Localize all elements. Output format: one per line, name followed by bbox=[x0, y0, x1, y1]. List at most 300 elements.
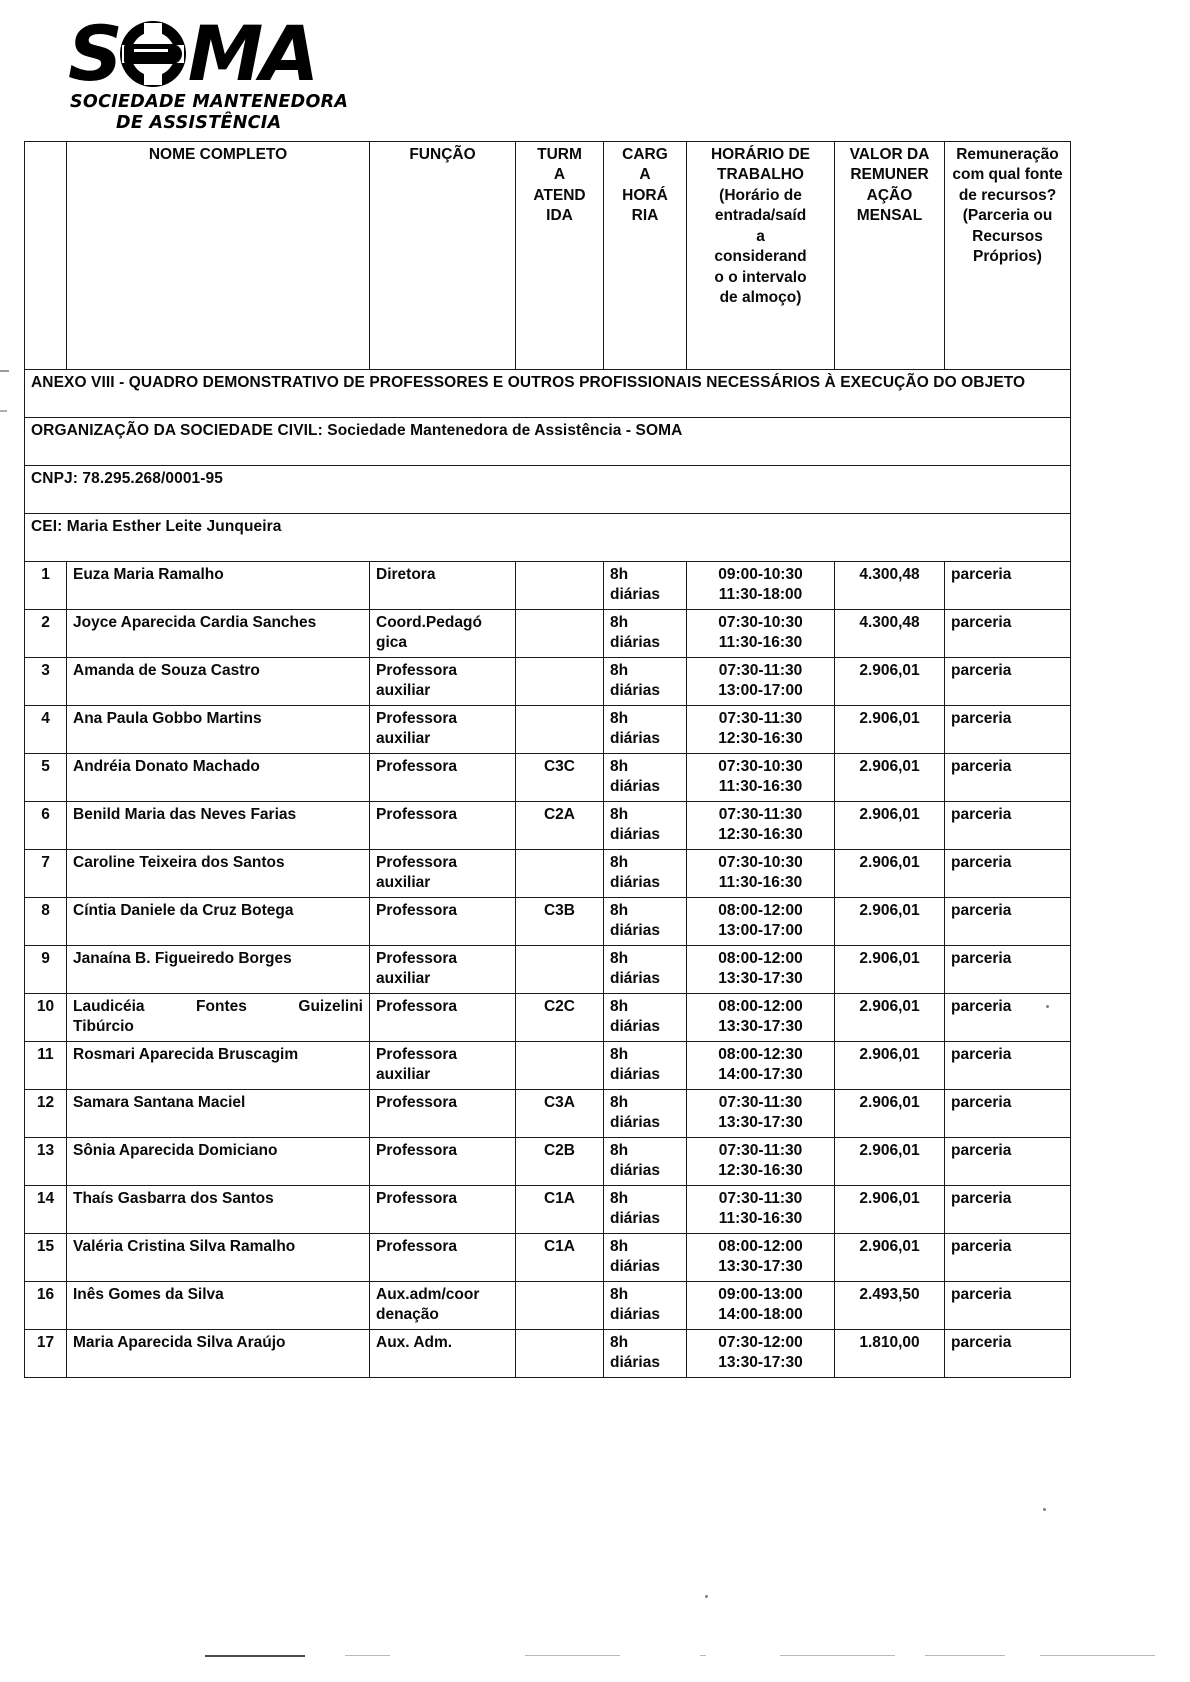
row-remuneracao-line-1: parceria bbox=[951, 854, 1012, 871]
row-horario-line-1: 07:30-11:30 bbox=[718, 710, 803, 727]
scan-artifact bbox=[0, 370, 9, 372]
row-turma bbox=[516, 1042, 604, 1090]
col-header-nome: NOME COMPLETO bbox=[67, 142, 370, 370]
row-remuneracao bbox=[945, 898, 1071, 946]
row-horario-line-1: 08:00-12:00 bbox=[718, 950, 803, 967]
scan-speck bbox=[1046, 1005, 1049, 1008]
logo-subtitle-line1: SOCIEDADE MANTENEDORA bbox=[70, 92, 349, 112]
row-index-line-1: 15 bbox=[36, 1238, 55, 1255]
row-index bbox=[25, 1282, 67, 1330]
row-nome-line-1: Samara Santana Maciel bbox=[73, 1094, 246, 1111]
row-index-line-1: 1 bbox=[41, 566, 50, 583]
row-horario-line-1: 07:30-10:30 bbox=[718, 758, 803, 775]
row-funcao bbox=[370, 1282, 516, 1330]
row-nome-line-1: Sônia Aparecida Domiciano bbox=[73, 1142, 278, 1159]
row-index bbox=[25, 802, 67, 850]
row-horario bbox=[687, 610, 835, 658]
row-index-line-1: 7 bbox=[41, 854, 50, 871]
row-nome-line-1: Laudicéia Fontes Guizelini bbox=[73, 998, 363, 1015]
row-nome bbox=[67, 994, 370, 1042]
row-funcao-line-1: Professora bbox=[376, 1142, 457, 1159]
row-carga-horaria-line-1: 8h bbox=[610, 854, 629, 871]
row-horario-line-1: 07:30-11:30 bbox=[718, 1190, 803, 1207]
soma-logo bbox=[68, 9, 368, 133]
row-valor bbox=[835, 1186, 945, 1234]
row-remuneracao-line-1: parceria bbox=[951, 1046, 1012, 1063]
row-carga-horaria bbox=[604, 946, 687, 994]
row-carga-horaria bbox=[604, 1234, 687, 1282]
row-remuneracao bbox=[945, 1330, 1071, 1378]
row-turma-line-1: C3A bbox=[543, 1094, 575, 1111]
table-row bbox=[25, 1138, 1071, 1186]
table-row bbox=[25, 610, 1071, 658]
row-turma bbox=[516, 1282, 604, 1330]
row-turma bbox=[516, 946, 604, 994]
row-turma bbox=[516, 1090, 604, 1138]
col-header-valor bbox=[835, 142, 945, 370]
row-carga-horaria-line-1: 8h bbox=[610, 1142, 629, 1159]
row-remuneracao-line-1: parceria bbox=[951, 806, 1012, 823]
row-index bbox=[25, 562, 67, 610]
row-valor bbox=[835, 898, 945, 946]
row-horario bbox=[687, 1186, 835, 1234]
row-horario bbox=[687, 658, 835, 706]
row-valor-line-1: 2.906,01 bbox=[859, 1190, 920, 1207]
row-remuneracao-line-1: parceria bbox=[951, 1238, 1012, 1255]
row-funcao bbox=[370, 706, 516, 754]
logo-letters-ma: MA bbox=[187, 9, 317, 98]
scan-artifact bbox=[205, 1655, 305, 1657]
row-nome bbox=[67, 754, 370, 802]
row-index bbox=[25, 1042, 67, 1090]
valor-line-1: VALOR DA bbox=[849, 146, 930, 163]
scan-artifact bbox=[345, 1655, 390, 1656]
row-index bbox=[25, 706, 67, 754]
row-horario-line-2: 13:00-17:00 bbox=[718, 922, 803, 940]
row-remuneracao-line-1: parceria bbox=[951, 1286, 1012, 1303]
row-carga-horaria-line-2: diárias bbox=[610, 970, 660, 988]
row-nome bbox=[67, 898, 370, 946]
col-header-funcao: FUNÇÃO bbox=[370, 142, 516, 370]
row-index bbox=[25, 1234, 67, 1282]
row-carga-horaria-line-2: diárias bbox=[610, 1306, 660, 1324]
row-index-line-1: 9 bbox=[41, 950, 50, 967]
row-valor bbox=[835, 1330, 945, 1378]
row-carga-horaria-line-1: 8h bbox=[610, 1190, 629, 1207]
row-horario bbox=[687, 1042, 835, 1090]
row-carga-horaria-line-2: diárias bbox=[610, 1354, 660, 1372]
horario-line-7: o o intervalo bbox=[714, 268, 807, 286]
row-funcao-line-1: Professora bbox=[376, 854, 457, 871]
row-carga-horaria bbox=[604, 1282, 687, 1330]
row-valor bbox=[835, 562, 945, 610]
row-horario-line-2: 11:30-18:00 bbox=[718, 586, 803, 604]
row-horario-line-2: 13:30-17:30 bbox=[718, 1258, 803, 1276]
row-valor-line-1: 4.300,48 bbox=[859, 614, 920, 631]
row-remuneracao bbox=[945, 1042, 1071, 1090]
row-carga-horaria-line-1: 8h bbox=[610, 1046, 629, 1063]
row-carga-horaria-line-1: 8h bbox=[610, 1334, 629, 1351]
row-carga-horaria-line-2: diárias bbox=[610, 1066, 660, 1084]
row-valor-line-1: 2.906,01 bbox=[859, 1046, 920, 1063]
row-horario-line-1: 07:30-11:30 bbox=[718, 1142, 803, 1159]
table-row bbox=[25, 754, 1071, 802]
row-horario bbox=[687, 994, 835, 1042]
table-row bbox=[25, 1042, 1071, 1090]
row-valor bbox=[835, 706, 945, 754]
row-carga-horaria-line-2: diárias bbox=[610, 1258, 660, 1276]
row-funcao-line-1: Professora bbox=[376, 710, 457, 727]
row-horario bbox=[687, 850, 835, 898]
row-funcao bbox=[370, 658, 516, 706]
row-nome bbox=[67, 1330, 370, 1378]
row-turma bbox=[516, 754, 604, 802]
row-turma bbox=[516, 562, 604, 610]
row-funcao-line-1: Professora bbox=[376, 1094, 457, 1111]
row-index bbox=[25, 1090, 67, 1138]
row-valor-line-1: 2.906,01 bbox=[859, 710, 920, 727]
row-horario-line-2: 11:30-16:30 bbox=[718, 1210, 803, 1228]
row-horario-line-1: 07:30-11:30 bbox=[718, 662, 803, 679]
row-horario-line-1: 08:00-12:00 bbox=[718, 998, 803, 1015]
row-turma-line-1: C1A bbox=[543, 1238, 575, 1255]
row-carga-horaria-line-1: 8h bbox=[610, 1094, 629, 1111]
row-remuneracao bbox=[945, 658, 1071, 706]
rem-line-6: Próprios) bbox=[973, 248, 1042, 266]
row-valor-line-1: 4.300,48 bbox=[859, 566, 920, 583]
row-funcao bbox=[370, 946, 516, 994]
row-horario-line-2: 14:00-18:00 bbox=[718, 1306, 803, 1324]
row-carga-horaria bbox=[604, 562, 687, 610]
row-funcao-line-2: gica bbox=[376, 634, 408, 652]
row-remuneracao bbox=[945, 1234, 1071, 1282]
rem-line-1: Remuneração bbox=[956, 146, 1059, 163]
row-remuneracao-line-1: parceria bbox=[951, 662, 1012, 679]
row-index-line-1: 14 bbox=[36, 1190, 55, 1207]
row-turma bbox=[516, 898, 604, 946]
row-funcao-line-1: Professora bbox=[376, 806, 457, 823]
row-funcao-line-2: auxiliar bbox=[376, 730, 431, 748]
row-valor-line-1: 2.906,01 bbox=[859, 1142, 920, 1159]
row-nome bbox=[67, 1186, 370, 1234]
row-funcao bbox=[370, 1234, 516, 1282]
row-valor bbox=[835, 754, 945, 802]
table-row bbox=[25, 946, 1071, 994]
row-index-line-1: 11 bbox=[37, 1046, 54, 1063]
row-index-line-1: 4 bbox=[41, 710, 50, 727]
row-carga-horaria-line-2: diárias bbox=[610, 778, 660, 796]
row-horario-line-1: 07:30-12:00 bbox=[718, 1334, 803, 1351]
row-remuneracao-line-1: parceria bbox=[951, 710, 1012, 727]
col-header-remuneracao bbox=[945, 142, 1071, 370]
table-row bbox=[25, 850, 1071, 898]
row-horario-line-1: 07:30-10:30 bbox=[718, 854, 803, 871]
row-turma-line-1: C2A bbox=[543, 806, 575, 823]
row-index-line-1: 10 bbox=[36, 998, 55, 1015]
row-funcao-line-1: Professora bbox=[376, 998, 457, 1015]
cnpj-line: CNPJ: 78.295.268/0001-95 bbox=[25, 466, 1071, 514]
horario-line-2: TRABALHO bbox=[717, 166, 804, 184]
row-carga-horaria bbox=[604, 610, 687, 658]
row-horario-line-2: 13:30-17:30 bbox=[718, 1114, 803, 1132]
row-index-line-1: 13 bbox=[36, 1142, 55, 1159]
carga-line-3: HORÁ bbox=[622, 186, 668, 204]
row-nome bbox=[67, 658, 370, 706]
row-index bbox=[25, 946, 67, 994]
row-remuneracao bbox=[945, 1282, 1071, 1330]
row-index bbox=[25, 1138, 67, 1186]
row-nome bbox=[67, 706, 370, 754]
horario-line-4: entrada/saíd bbox=[714, 207, 807, 225]
row-valor bbox=[835, 1042, 945, 1090]
page-title: ANEXO VIII - QUADRO DEMONSTRATIVO DE PROFESSORES E OUTROS PROFISSIONAIS NECESSÁRIOS À EXECUÇÃO DO OBJETO bbox=[25, 370, 1071, 418]
row-valor-line-1: 2.906,01 bbox=[859, 1238, 920, 1255]
row-funcao bbox=[370, 1330, 516, 1378]
row-horario bbox=[687, 1090, 835, 1138]
col-header-horario bbox=[687, 142, 835, 370]
row-carga-horaria bbox=[604, 850, 687, 898]
row-nome bbox=[67, 946, 370, 994]
row-turma bbox=[516, 994, 604, 1042]
rem-line-5: Recursos bbox=[972, 227, 1043, 245]
row-index bbox=[25, 754, 67, 802]
row-nome bbox=[67, 562, 370, 610]
row-horario bbox=[687, 946, 835, 994]
row-carga-horaria bbox=[604, 802, 687, 850]
row-horario-line-1: 09:00-10:30 bbox=[718, 566, 803, 583]
row-funcao-line-1: Professora bbox=[376, 950, 457, 967]
row-horario-line-1: 07:30-11:30 bbox=[718, 1094, 803, 1111]
row-remuneracao-line-1: parceria bbox=[951, 614, 1012, 631]
row-nome-line-1: Caroline Teixeira dos Santos bbox=[73, 854, 285, 871]
row-valor bbox=[835, 850, 945, 898]
row-turma bbox=[516, 658, 604, 706]
row-carga-horaria-line-1: 8h bbox=[610, 614, 629, 631]
row-index-line-1: 8 bbox=[41, 902, 50, 919]
row-horario-line-1: 08:00-12:00 bbox=[718, 902, 803, 919]
row-carga-horaria-line-2: diárias bbox=[610, 730, 660, 748]
row-valor-line-1: 2.906,01 bbox=[859, 950, 920, 967]
row-remuneracao bbox=[945, 946, 1071, 994]
row-funcao bbox=[370, 1090, 516, 1138]
row-turma-line-1: C3C bbox=[543, 758, 575, 775]
row-horario bbox=[687, 1234, 835, 1282]
row-turma-line-1: C1A bbox=[543, 1190, 575, 1207]
row-funcao bbox=[370, 1138, 516, 1186]
row-carga-horaria bbox=[604, 1186, 687, 1234]
row-nome bbox=[67, 1282, 370, 1330]
table-header-row bbox=[25, 142, 1071, 370]
row-horario-line-1: 08:00-12:00 bbox=[718, 1238, 803, 1255]
horario-line-3: (Horário de bbox=[719, 186, 802, 204]
row-valor-line-1: 2.906,01 bbox=[859, 854, 920, 871]
row-turma bbox=[516, 850, 604, 898]
row-horario-line-1: 07:30-10:30 bbox=[718, 614, 803, 631]
staff-demonstrative-table bbox=[24, 141, 1071, 1378]
scan-artifact bbox=[780, 1655, 895, 1656]
row-carga-horaria-line-2: diárias bbox=[610, 922, 660, 940]
row-horario bbox=[687, 754, 835, 802]
row-nome-line-2: Tibúrcio bbox=[73, 1018, 134, 1036]
row-funcao bbox=[370, 1186, 516, 1234]
cei-row bbox=[25, 514, 1071, 562]
row-funcao-line-1: Coord.Pedagó bbox=[376, 614, 482, 631]
row-horario-line-2: 11:30-16:30 bbox=[718, 634, 803, 652]
row-valor-line-1: 2.906,01 bbox=[859, 998, 920, 1015]
row-nome bbox=[67, 1138, 370, 1186]
row-turma-line-1: C2B bbox=[543, 1142, 575, 1159]
scan-artifact bbox=[1040, 1655, 1155, 1656]
row-funcao-line-1: Professora bbox=[376, 1190, 457, 1207]
row-index bbox=[25, 610, 67, 658]
row-horario-line-2: 13:30-17:30 bbox=[718, 1354, 803, 1372]
row-horario bbox=[687, 1282, 835, 1330]
row-nome-line-1: Euza Maria Ramalho bbox=[73, 566, 224, 583]
row-horario-line-1: 09:00-13:00 bbox=[718, 1286, 803, 1303]
row-carga-horaria-line-2: diárias bbox=[610, 1162, 660, 1180]
row-carga-horaria bbox=[604, 658, 687, 706]
document-title-row bbox=[25, 370, 1071, 418]
turma-line-1: TURM bbox=[537, 146, 582, 163]
row-nome-line-1: Andréia Donato Machado bbox=[73, 758, 260, 775]
carga-line-1: CARG bbox=[622, 146, 668, 163]
row-carga-horaria-line-2: diárias bbox=[610, 682, 660, 700]
row-funcao bbox=[370, 562, 516, 610]
row-nome-line-1: Thaís Gasbarra dos Santos bbox=[73, 1190, 274, 1207]
row-index-line-1: 16 bbox=[36, 1286, 55, 1303]
row-horario-line-2: 12:30-16:30 bbox=[718, 826, 803, 844]
row-turma bbox=[516, 706, 604, 754]
row-remuneracao-line-1: parceria bbox=[951, 758, 1012, 775]
cross-hand-emblem-icon bbox=[116, 17, 190, 91]
scan-artifact bbox=[525, 1655, 620, 1656]
row-turma bbox=[516, 1186, 604, 1234]
turma-line-4: IDA bbox=[546, 207, 573, 225]
row-valor-line-1: 2.906,01 bbox=[859, 758, 920, 775]
rem-line-3: de recursos? bbox=[958, 186, 1057, 204]
row-nome-line-1: Janaína B. Figueiredo Borges bbox=[73, 950, 292, 967]
row-nome-line-1: Inês Gomes da Silva bbox=[73, 1286, 224, 1303]
row-valor bbox=[835, 1138, 945, 1186]
row-remuneracao-line-1: parceria bbox=[951, 1094, 1012, 1111]
row-carga-horaria-line-2: diárias bbox=[610, 634, 660, 652]
row-horario-line-1: 07:30-11:30 bbox=[718, 806, 803, 823]
organization-row bbox=[25, 418, 1071, 466]
horario-line-5: a bbox=[756, 227, 765, 245]
row-horario-line-1: 08:00-12:30 bbox=[718, 1046, 803, 1063]
row-valor bbox=[835, 658, 945, 706]
row-carga-horaria-line-2: diárias bbox=[610, 1114, 660, 1132]
row-index-line-1: 5 bbox=[41, 758, 50, 775]
row-funcao-line-1: Professora bbox=[376, 1046, 457, 1063]
row-remuneracao-line-1: parceria bbox=[951, 566, 1012, 583]
turma-line-3: ATEND bbox=[533, 186, 586, 204]
row-funcao-line-2: auxiliar bbox=[376, 970, 431, 988]
valor-line-4: MENSAL bbox=[856, 207, 923, 225]
cei-line: CEI: Maria Esther Leite Junqueira bbox=[25, 514, 1071, 562]
row-carga-horaria-line-1: 8h bbox=[610, 806, 629, 823]
row-remuneracao-line-1: parceria bbox=[951, 902, 1012, 919]
table-row bbox=[25, 1090, 1071, 1138]
row-valor bbox=[835, 1282, 945, 1330]
row-turma-line-1: C3B bbox=[543, 902, 575, 919]
carga-line-4: RIA bbox=[631, 207, 659, 225]
row-funcao bbox=[370, 610, 516, 658]
scan-artifact bbox=[700, 1655, 706, 1656]
row-horario-line-2: 11:30-16:30 bbox=[718, 874, 803, 892]
row-index bbox=[25, 850, 67, 898]
row-funcao-line-1: Aux. Adm. bbox=[376, 1334, 453, 1351]
row-carga-horaria bbox=[604, 1138, 687, 1186]
row-turma-line-1: C2C bbox=[543, 998, 575, 1015]
table-row bbox=[25, 1282, 1071, 1330]
col-header-turma bbox=[516, 142, 604, 370]
row-carga-horaria bbox=[604, 1042, 687, 1090]
row-remuneracao bbox=[945, 754, 1071, 802]
row-nome bbox=[67, 1234, 370, 1282]
row-remuneracao bbox=[945, 850, 1071, 898]
row-funcao-line-2: denação bbox=[376, 1306, 439, 1324]
table-row bbox=[25, 802, 1071, 850]
row-index bbox=[25, 1186, 67, 1234]
row-nome bbox=[67, 610, 370, 658]
row-funcao-line-2: auxiliar bbox=[376, 1066, 431, 1084]
row-carga-horaria-line-1: 8h bbox=[610, 1238, 629, 1255]
row-carga-horaria-line-2: diárias bbox=[610, 586, 660, 604]
row-horario-line-2: 12:30-16:30 bbox=[718, 730, 803, 748]
row-horario bbox=[687, 562, 835, 610]
row-carga-horaria-line-2: diárias bbox=[610, 1018, 660, 1036]
valor-line-3: AÇÃO bbox=[866, 186, 913, 204]
organization-line: ORGANIZAÇÃO DA SOCIEDADE CIVIL: Sociedade Mantenedora de Assistência - SOMA bbox=[25, 418, 1071, 466]
row-index bbox=[25, 898, 67, 946]
row-carga-horaria-line-2: diárias bbox=[610, 1210, 660, 1228]
carga-line-2: A bbox=[639, 166, 651, 184]
table-row bbox=[25, 658, 1071, 706]
row-nome-line-1: Amanda de Souza Castro bbox=[73, 662, 260, 679]
row-carga-horaria-line-2: diárias bbox=[610, 874, 660, 892]
row-valor bbox=[835, 610, 945, 658]
row-horario bbox=[687, 1330, 835, 1378]
row-valor-line-1: 2.906,01 bbox=[859, 662, 920, 679]
row-carga-horaria bbox=[604, 1330, 687, 1378]
table-row bbox=[25, 1186, 1071, 1234]
row-valor-line-1: 1.810,00 bbox=[859, 1334, 920, 1351]
table-row bbox=[25, 562, 1071, 610]
row-carga-horaria bbox=[604, 898, 687, 946]
row-carga-horaria bbox=[604, 706, 687, 754]
row-funcao bbox=[370, 994, 516, 1042]
row-remuneracao-line-1: parceria bbox=[951, 1190, 1012, 1207]
row-carga-horaria-line-1: 8h bbox=[610, 902, 629, 919]
row-funcao bbox=[370, 802, 516, 850]
table-row bbox=[25, 706, 1071, 754]
row-nome-line-1: Valéria Cristina Silva Ramalho bbox=[73, 1238, 296, 1255]
row-valor bbox=[835, 802, 945, 850]
row-horario bbox=[687, 1138, 835, 1186]
row-remuneracao bbox=[945, 562, 1071, 610]
row-funcao-line-1: Professora bbox=[376, 1238, 457, 1255]
row-valor bbox=[835, 1090, 945, 1138]
logo-wordmark bbox=[68, 9, 368, 98]
row-remuneracao bbox=[945, 1090, 1071, 1138]
row-funcao-line-2: auxiliar bbox=[376, 682, 431, 700]
rem-line-2: com qual fonte bbox=[952, 166, 1063, 184]
row-turma bbox=[516, 1138, 604, 1186]
row-valor bbox=[835, 994, 945, 1042]
rem-line-4: (Parceria ou bbox=[962, 207, 1053, 225]
row-remuneracao bbox=[945, 994, 1071, 1042]
